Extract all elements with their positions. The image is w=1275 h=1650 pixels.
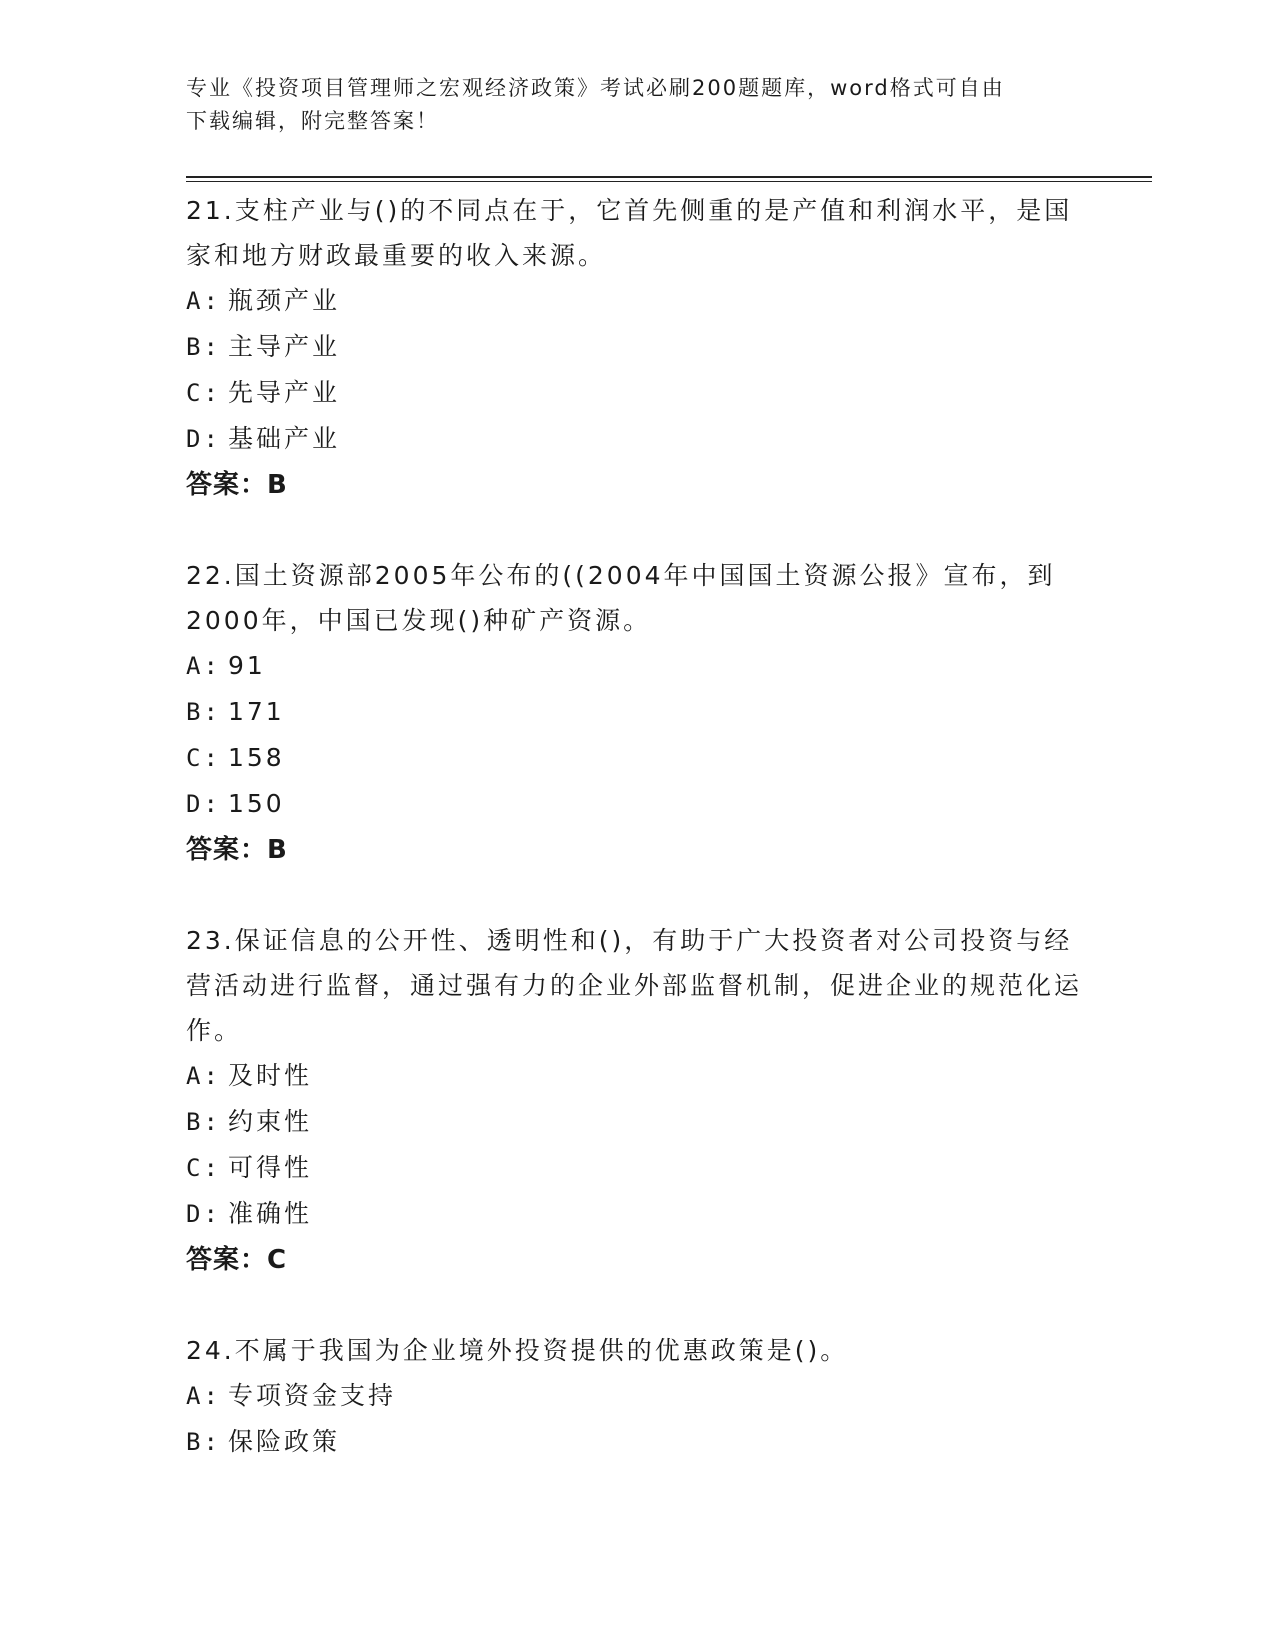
option-letter: C: [186, 379, 221, 407]
question-block [186, 918, 1086, 1283]
option-text: 瓶颈产业 [228, 286, 341, 315]
header-line-2: 下载编辑，附完整答案！ [186, 109, 439, 133]
option-text: 约束性 [228, 1107, 313, 1136]
option-d [186, 1191, 1086, 1237]
option-letter: C: [186, 1154, 221, 1182]
option-text: 171 [228, 697, 285, 726]
option-letter: C: [186, 744, 221, 772]
option-a [186, 1053, 1086, 1099]
option-letter: B: [186, 1428, 221, 1456]
question-stem: 24.不属于我国为企业境外投资提供的优惠政策是()。 [186, 1336, 849, 1365]
option-a [186, 278, 1086, 324]
option-text: 准确性 [228, 1199, 313, 1228]
option-letter: A: [186, 287, 221, 315]
answer-line: 答案：B [186, 835, 288, 865]
question-stem: 22.国土资源部2005年公布的((2004年中国国土资源公报》宣布，到2000年，中国已发现()种矿产资源。 [186, 561, 1056, 635]
option-text: 基础产业 [228, 424, 341, 453]
option-d [186, 781, 1086, 827]
option-a [186, 1373, 1086, 1419]
option-letter: A: [186, 1062, 221, 1090]
option-letter: A: [186, 1382, 221, 1410]
option-a [186, 643, 1086, 689]
option-c [186, 1145, 1086, 1191]
option-text: 主导产业 [228, 332, 341, 361]
option-text: 可得性 [228, 1153, 313, 1182]
answer-line: 答案：B [186, 470, 288, 500]
option-letter: B: [186, 333, 221, 361]
header-divider-thin [186, 181, 1152, 182]
question-block [186, 1328, 1086, 1465]
question-block [186, 188, 1086, 508]
option-text: 150 [228, 789, 285, 818]
option-b [186, 689, 1086, 735]
option-text: 及时性 [228, 1061, 313, 1090]
question-block [186, 553, 1086, 873]
header-divider-thick [186, 176, 1152, 178]
option-text: 专项资金支持 [228, 1381, 397, 1410]
option-c [186, 370, 1086, 416]
option-b [186, 1419, 1086, 1465]
option-letter: B: [186, 1108, 221, 1136]
option-letter: B: [186, 698, 221, 726]
question-list [186, 188, 1086, 1510]
option-text: 91 [228, 651, 266, 680]
header-line-1: 专业《投资项目管理师之宏观经济政策》考试必刷200题题库，word格式可自由 [186, 76, 1005, 100]
option-text: 先导产业 [228, 378, 341, 407]
option-b [186, 324, 1086, 370]
option-text: 保险政策 [228, 1427, 341, 1456]
document-header [186, 72, 1066, 138]
option-text: 158 [228, 743, 285, 772]
option-b [186, 1099, 1086, 1145]
option-letter: A: [186, 652, 221, 680]
answer-line: 答案：C [186, 1245, 288, 1275]
option-letter: D: [186, 1200, 221, 1228]
option-letter: D: [186, 425, 221, 453]
option-c [186, 735, 1086, 781]
question-stem: 21.支柱产业与()的不同点在于，它首先侧重的是产值和利润水平，是国家和地方财政最重要的收入来源。 [186, 196, 1073, 270]
question-stem: 23.保证信息的公开性、透明性和()，有助于广大投资者对公司投资与经营活动进行监督，通过强有力的企业外部监督机制，促进企业的规范化运作。 [186, 926, 1083, 1045]
option-letter: D: [186, 790, 221, 818]
option-d [186, 416, 1086, 462]
